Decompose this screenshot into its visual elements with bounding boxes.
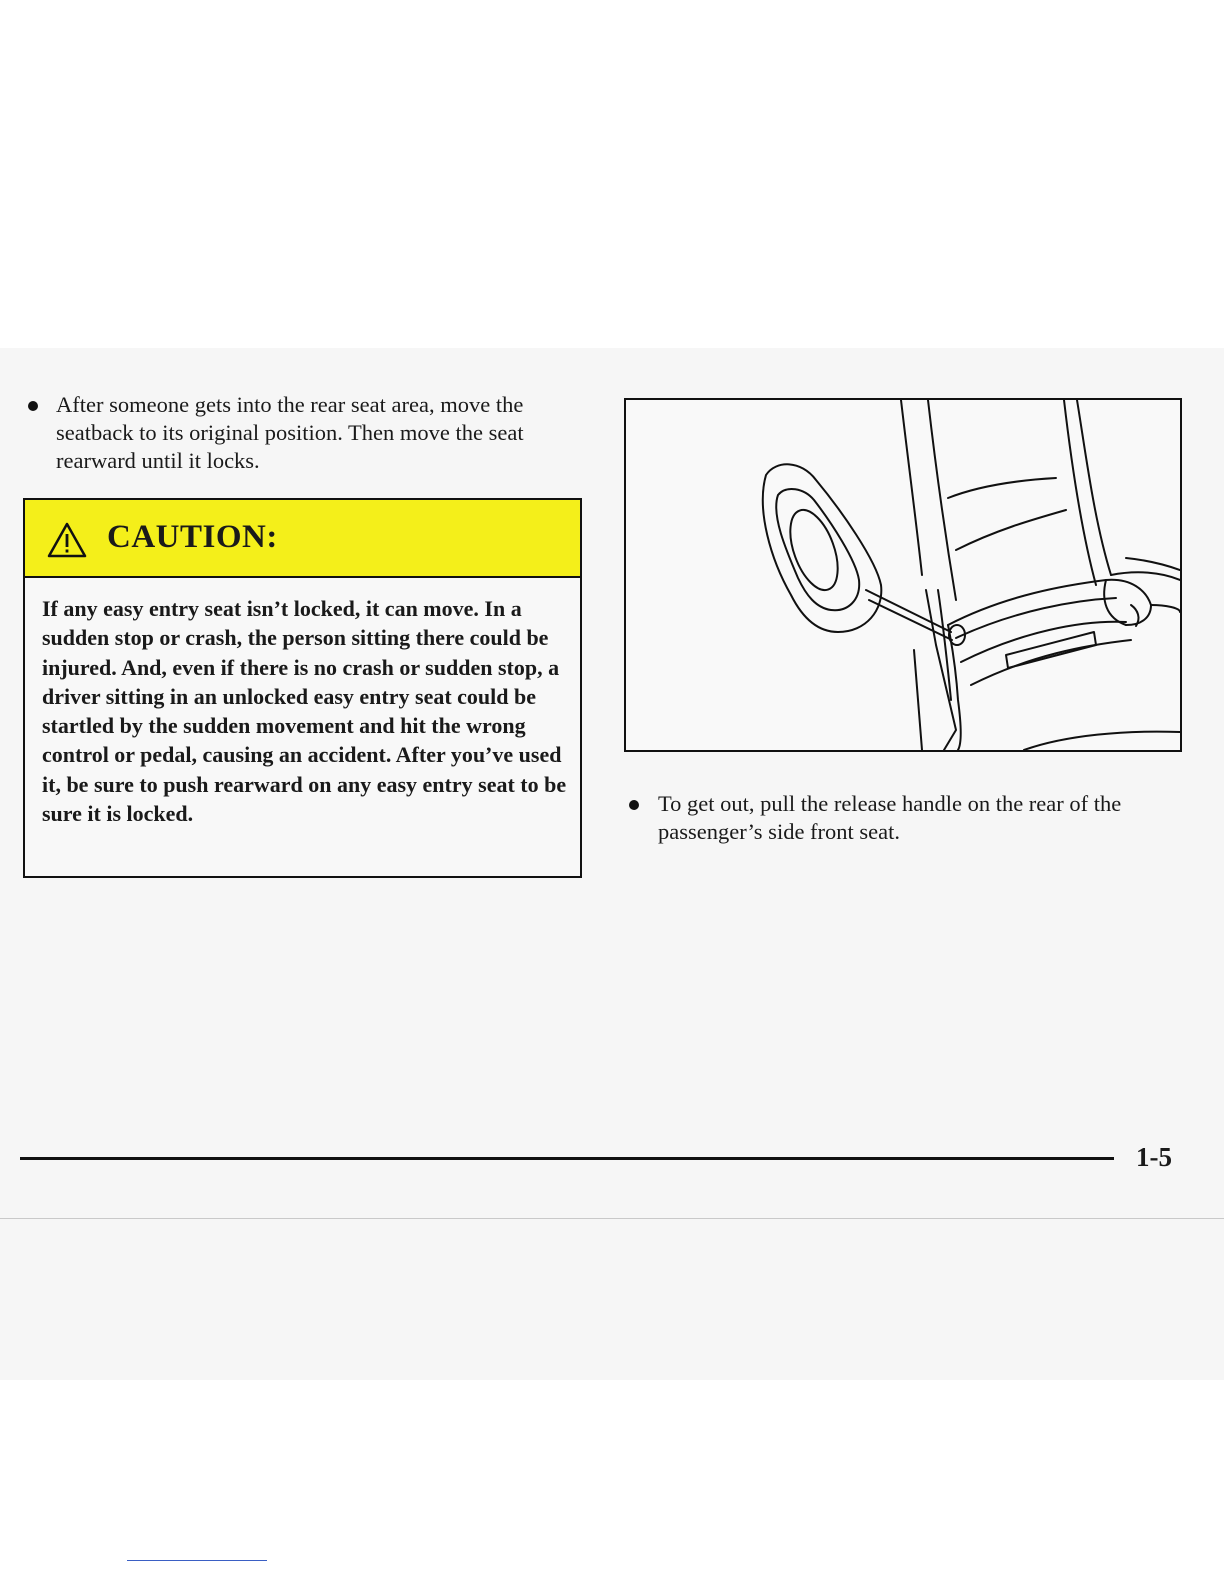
caution-title: CAUTION: [107,519,278,555]
seat-release-handle-illustration [624,398,1182,752]
bullet-dot-icon [629,800,639,810]
page-number: 1-5 [1136,1142,1172,1172]
footer-rule [20,1157,1114,1160]
bullet-dot-icon [28,401,38,411]
seat-illustration-drawing [626,400,1180,750]
scan-edge-line [0,1218,1224,1219]
caution-body-text: If any easy entry seat isn’t locked, it can move. In a sudden stop or crash, the person sitting there could be injured. And, even if there is no crash or sudden stop, a driver sitting in an unlocked easy entry seat could be startled by the sudden movement and hit the wrong control or pedal, causing an accident. After you’ve used it, be sure to push rearward on any easy entry seat to be sure it is locked. [42,596,567,827]
left-bullet-text: After someone gets into the rear seat area, move the seatback to its original position. Then move the seat rearward until it locks. [56,392,524,473]
caution-box [23,498,582,878]
warning-triangle-icon [47,522,87,558]
bottom-underline [127,1560,267,1561]
right-bullet-text: To get out, pull the release handle on the rear of the passenger’s side front seat. [658,791,1122,844]
caution-header [25,500,580,578]
